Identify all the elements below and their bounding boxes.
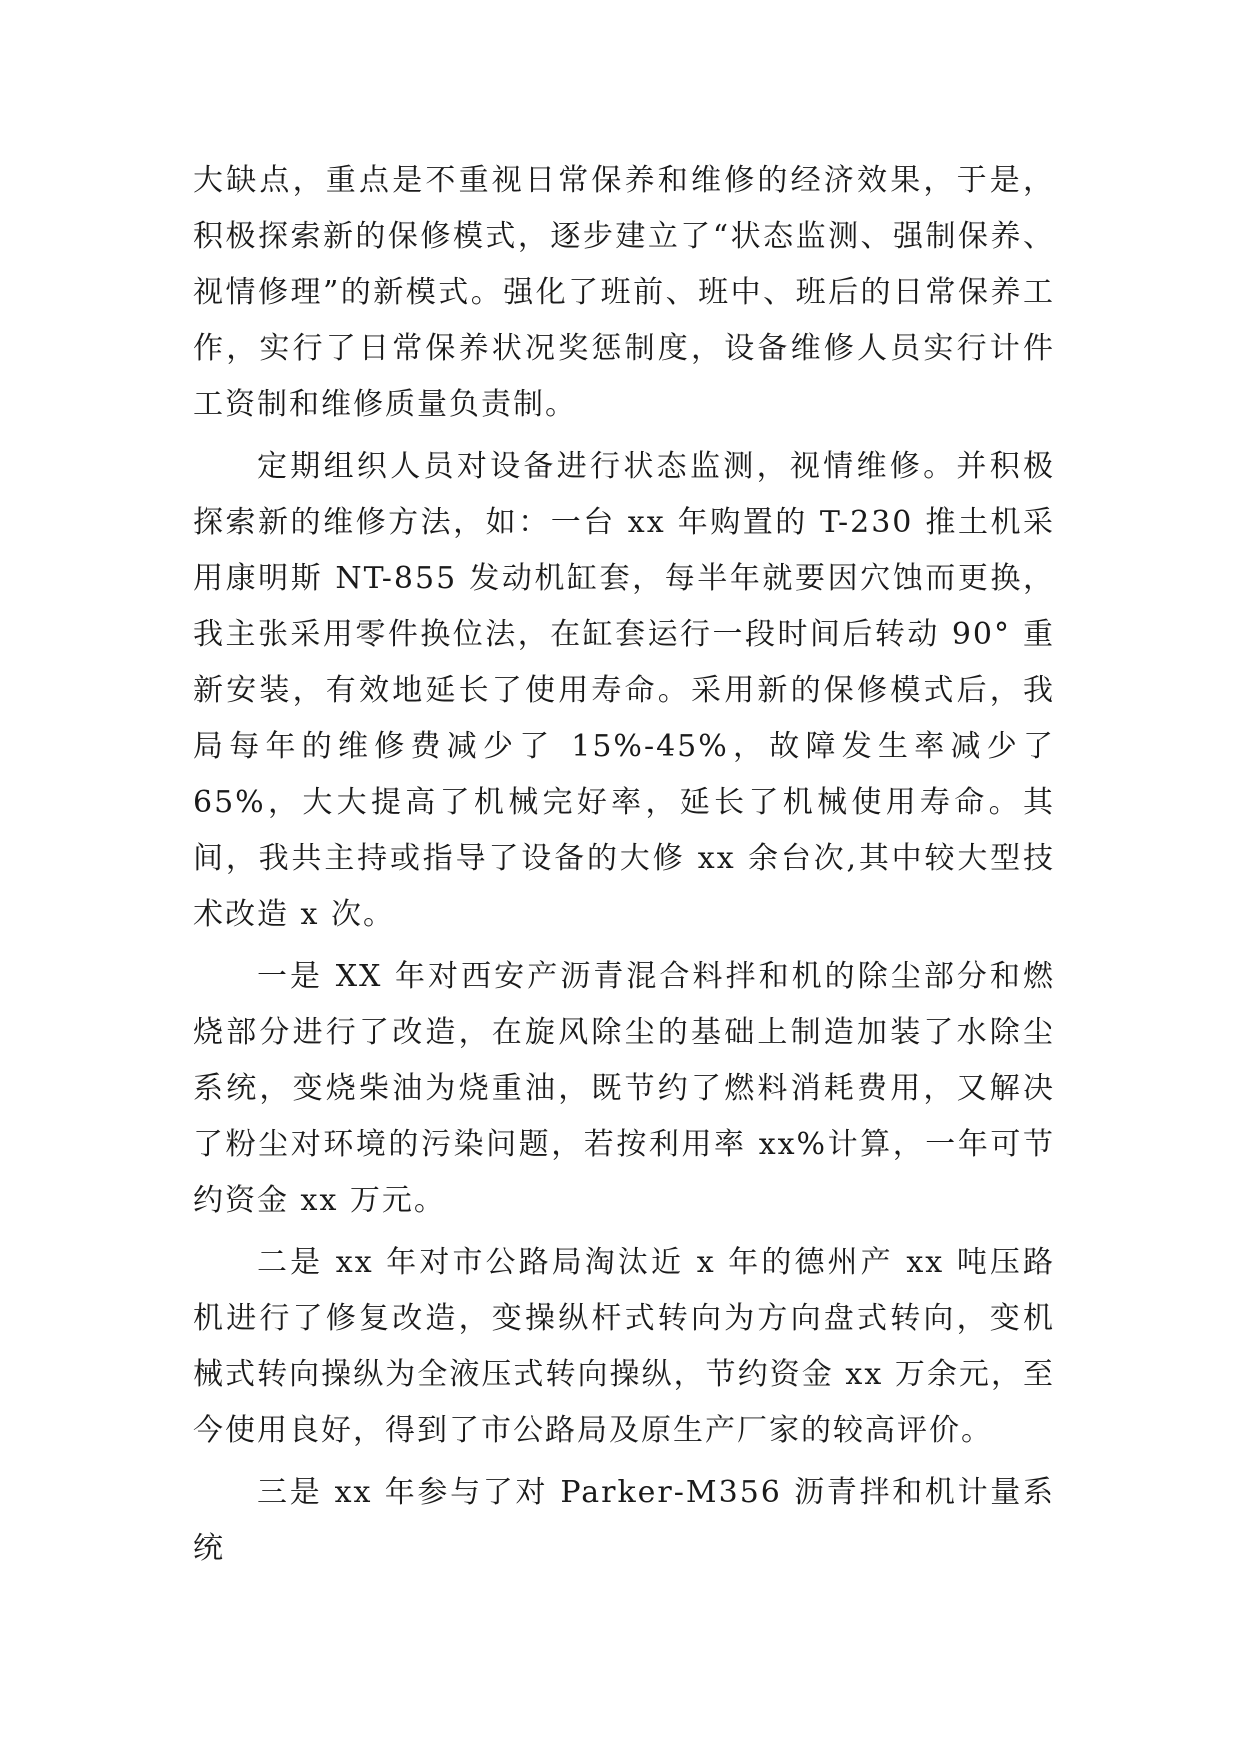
paragraph-3: 一是 XX 年对西安产沥青混合料拌和机的除尘部分和燃烧部分进行了改造，在旋风除尘的基础上制造加装了水除尘系统，变烧柴油为烧重油，既节约了燃料消耗费用，又解决了粉尘对环境的污染问题，若按利用率 xx%计算，一年可节约资金 xx 万元。 [193,959,1055,1218]
paragraph-1: 大缺点，重点是不重视日常保养和维修的经济效果，于是，积极探索新的保修模式，逐步建立了“状态监测、强制保养、视情修理”的新模式。强化了班前、班中、班后的日常保养工作，实行了日常保养状况奖惩制度，设备维修人员实行计件工资制和维修质量负责制。 [193,163,1055,422]
paragraph-5: 三是 xx 年参与了对 Parker-M356 沥青拌和机计量系统 [193,1475,1055,1566]
paragraph-2: 定期组织人员对设备进行状态监测，视情维修。并积极探索新的维修方法，如：一台 xx 年购置的 T-230 推土机采用康明斯 NT-855 发动机缸套，每半年就要因穴蚀而更换，我主张采用零件换位法，在缸套运行一段时间后转动 90° 重新安装，有效地延长了使用寿命。采用新的保修模式后，我局每年的维修费减少了 15%-45%，故障发生率减少了 65%，大大提高了机械完好率，延长了机械使用寿命。其间，我共主持或指导了设备的大修 xx 余台次,其中较大型技术改造 x 次。 [193,449,1055,932]
document-body [193,153,1055,1583]
paragraph-4: 二是 xx 年对市公路局淘汰近 x 年的德州产 xx 吨压路机进行了修复改造，变操纵杆式转向为方向盘式转向，变机械式转向操纵为全液压式转向操纵，节约资金 xx 万余元，至今使用良好，得到了市公路局及原生产厂家的较高评价。 [193,1245,1055,1448]
